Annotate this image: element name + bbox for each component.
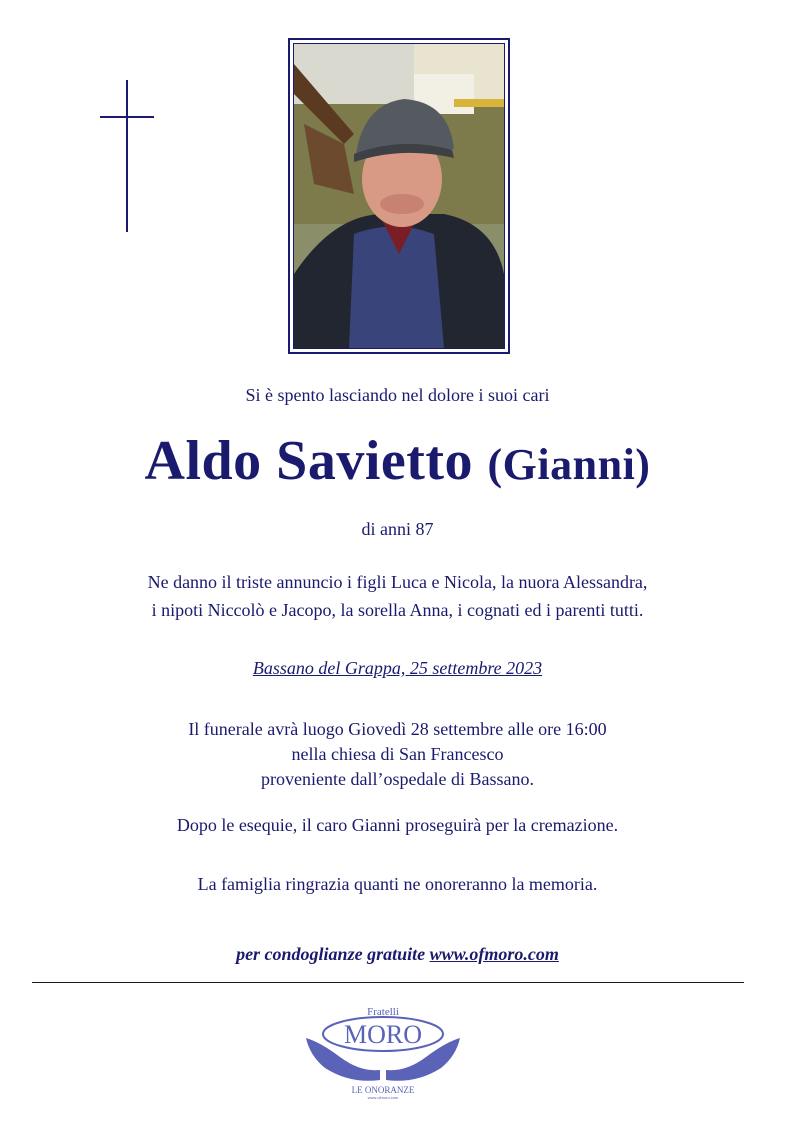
condolences-prefix: per condoglianze gratuite	[236, 944, 426, 964]
divider	[32, 982, 744, 983]
deceased-nickname: (Gianni)	[487, 440, 651, 489]
logo-top-text: Fratelli	[367, 1006, 399, 1018]
intro-text: Si è spento lasciando nel dolore i suoi cari	[245, 385, 550, 405]
announcement-line-1: Ne danno il triste annuncio i figli Luca e Nicola, la nuora Alessandra,	[147, 572, 648, 592]
logo-bottom-text: LE ONORANZE	[351, 1085, 415, 1095]
place-date-text: Bassano del Grappa, 25 settembre 2023	[252, 658, 543, 678]
place-date	[0, 656, 795, 680]
funeral-line-2: nella chiesa di San Francesco	[291, 744, 504, 764]
logo-brand: MORO	[343, 1020, 423, 1049]
cross-icon	[100, 80, 154, 232]
condolences	[0, 942, 795, 966]
funeral-line-1: Il funerale avrà luogo Giovedì 28 settembre alle ore 16:00	[188, 719, 607, 739]
logo-url: www.ofmoro.com	[367, 1095, 399, 1100]
portrait-photo-frame	[288, 38, 510, 354]
deceased-name	[0, 426, 795, 500]
condolences-link[interactable]: www.ofmoro.com	[429, 944, 559, 964]
deceased-fullname: Aldo Savietto	[144, 430, 474, 492]
announcement-line-2: i nipoti Niccolò e Jacopo, la sorella Anna, i cognati ed i parenti tutti.	[151, 600, 644, 620]
funeral-home-logo	[300, 1002, 466, 1100]
age-text: di anni 87	[361, 519, 434, 539]
portrait-photo	[293, 43, 505, 349]
cremation-text: Dopo le esequie, il caro Gianni proseguirà per la cremazione.	[176, 815, 619, 835]
funeral-line-3: proveniente dall’ospedale di Bassano.	[261, 769, 534, 789]
thanks-text: La famiglia ringrazia quanti ne onoreranno la memoria.	[197, 874, 598, 894]
